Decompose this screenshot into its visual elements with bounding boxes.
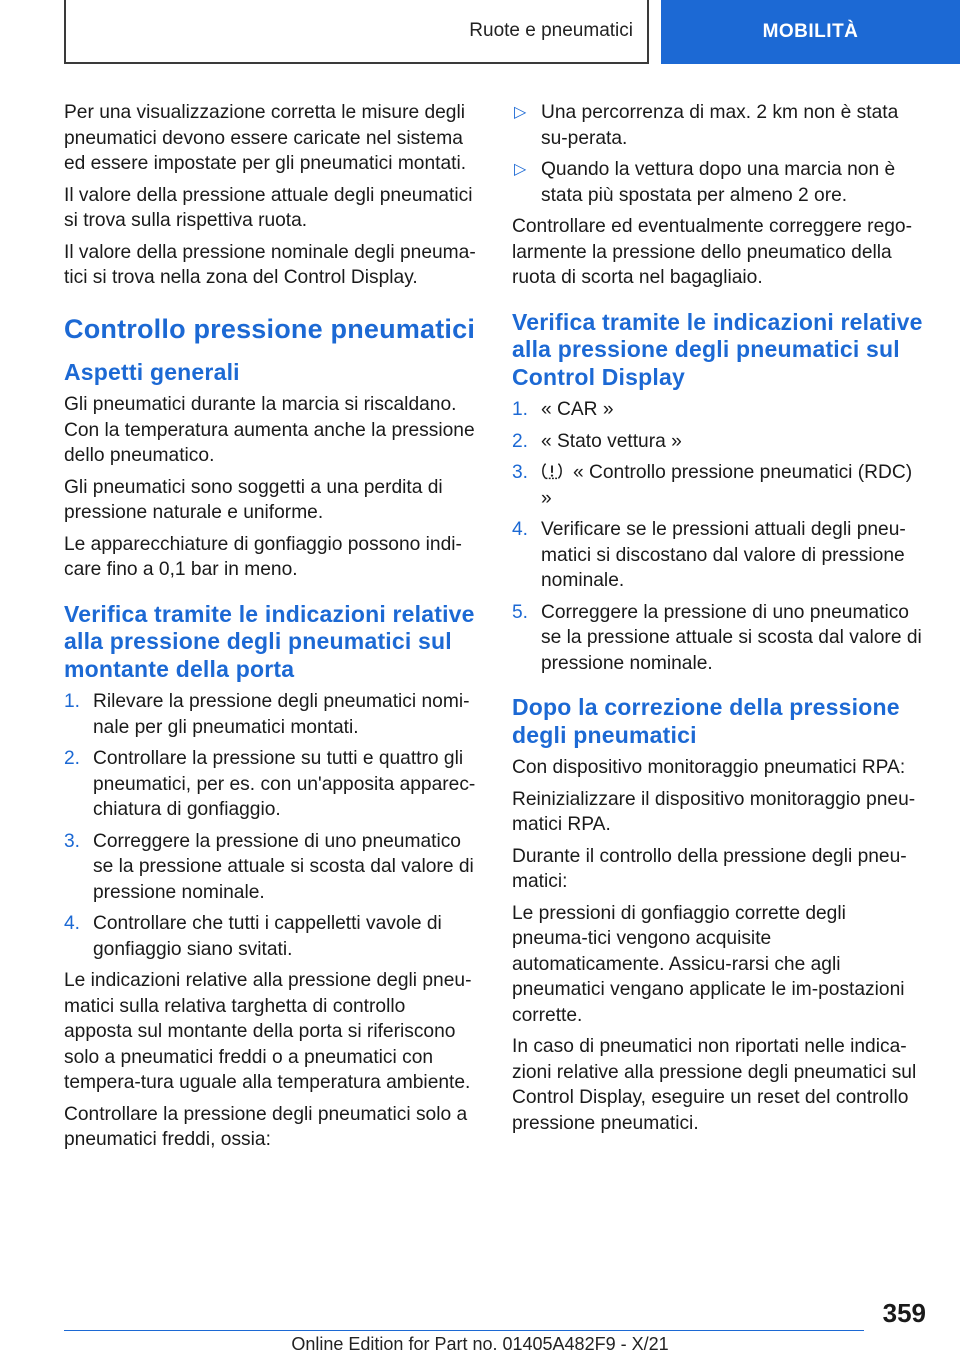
step-text: Correggere la pressione di uno pneumatico se la pressione attuale si scosta dal valore di pressione nominale.	[93, 830, 474, 903]
bullet-text: Quando la vettura dopo una marcia non è stata più spostata per almeno 2 ore.	[541, 159, 896, 206]
list-item	[512, 600, 925, 677]
step-number: 2.	[512, 430, 529, 452]
tire-pressure-warning-icon	[541, 461, 563, 481]
list-item	[512, 429, 925, 455]
list-item	[512, 100, 925, 151]
left-column	[64, 100, 477, 1159]
step-number: 4.	[512, 519, 529, 540]
step-text: « Stato vettura »	[541, 430, 682, 452]
subsection-heading: Verifica tramite le indicazioni relative alla pressione degli pneumatici sul montante della porta	[64, 600, 475, 682]
paragraph: Il valore della pressione nominale degli pneuma-tici si trova nella zona del Control Display.	[64, 241, 476, 288]
paragraph: Le pressioni di gonfiaggio corrette degli pneuma-tici vengono acquisite automaticamente. Assicu-rarsi che agli pneumatici vengano applicate le im-postazioni corrette.	[512, 902, 905, 1026]
subsection-heading: Aspetti generali	[64, 358, 240, 385]
list-item	[512, 397, 925, 423]
paragraph: Le indicazioni relative alla pressione degli pneu-matici sulla relativa targhetta di controllo apposta sul montante della porta si riferiscono solo a pneumatici freddi o a pneumatici con tempera-tura uguale alla temperatura ambiente.	[64, 970, 472, 1093]
page-number: 359	[882, 1298, 926, 1328]
step-number: 3.	[64, 830, 81, 852]
paragraph: Reinizializzare il dispositivo monitoraggio pneu-matici RPA.	[512, 788, 916, 835]
bullet-text: Una percorrenza di max. 2 km non è stata su-perata.	[541, 102, 899, 149]
footer-divider	[64, 1330, 864, 1331]
header-chapter-tab	[661, 0, 960, 64]
step-list	[64, 689, 477, 962]
paragraph: Con dispositivo monitoraggio pneumatici RPA:	[512, 757, 906, 778]
list-item	[64, 689, 477, 740]
paragraph: Il valore della pressione attuale degli pneumatici si trova sulla rispettiva ruota.	[64, 184, 473, 231]
list-item	[64, 911, 477, 962]
paragraph: Gli pneumatici durante la marcia si riscaldano. Con la temperatura aumenta anche la pressione dello pneumatico.	[64, 394, 475, 466]
step-text: « Controllo pressione pneumatici (RDC) »	[541, 462, 913, 509]
step-text: Controllare che tutti i cappelletti vavole di gonfiaggio siano svitati.	[93, 913, 442, 960]
section-heading: Controllo pressione pneumatici	[64, 313, 476, 344]
triangle-bullet-icon: ▷	[514, 104, 527, 121]
list-item	[512, 460, 925, 511]
subsection-heading: Verifica tramite le indicazioni relative alla pressione degli pneumatici sul Control Display	[512, 308, 923, 390]
step-text: Verificare se le pressioni attuali degli pneu-matici si discostano dal valore di pressione nominale.	[541, 519, 906, 591]
step-number: 1.	[64, 691, 81, 712]
list-item	[512, 157, 925, 208]
paragraph: Controllare la pressione degli pneumatici solo a pneumatici freddi, ossia:	[64, 1103, 468, 1150]
list-item	[512, 517, 925, 594]
paragraph: Le apparecchiature di gonfiaggio possono indi-care fino a 0,1 bar in meno.	[64, 533, 462, 580]
footer-edition-text: Online Edition for Part no. 01405A482F9 - X/21	[291, 1334, 669, 1354]
header-chapter-title: MOBILITÀ	[762, 21, 859, 42]
step-number: 4.	[64, 913, 81, 934]
bullet-list	[512, 100, 925, 208]
step-text: Controllare la pressione su tutti e quattro gli pneumatici, per es. con un'apposita apparec-chiatura di gonfiaggio.	[93, 748, 476, 820]
step-list	[512, 397, 925, 676]
list-item	[64, 829, 477, 906]
step-text: Correggere la pressione di uno pneumatico se la pressione attuale si scosta dal valore di pressione nominale.	[541, 601, 922, 674]
step-number: 3.	[512, 462, 529, 483]
step-text: « CAR »	[541, 399, 614, 420]
header-section-box	[64, 0, 649, 64]
step-number: 2.	[64, 748, 81, 769]
header-section-title: Ruote e pneumatici	[469, 20, 633, 41]
triangle-bullet-icon: ▷	[514, 161, 527, 178]
step-number: 5.	[512, 601, 529, 623]
paragraph: Durante il controllo della pressione degli pneu-matici:	[512, 845, 907, 892]
paragraph: Per una visualizzazione corretta le misure degli pneumatici devono essere caricate nel sistema ed essere impostate per gli pneumatici montati.	[64, 102, 467, 174]
list-item	[64, 746, 477, 823]
paragraph: Controllare ed eventualmente correggere rego-larmente la pressione dello pneumatico della ruota di scorta nel bagagliaio.	[512, 216, 912, 288]
paragraph: Gli pneumatici sono soggetti a una perdita di pressione naturale e uniforme.	[64, 476, 443, 523]
right-column	[512, 100, 925, 1142]
paragraph: In caso di pneumatici non riportati nelle indica-zioni relative alla pressione degli pneumatici sul Control Display, eseguire un reset del controllo pressione pneumatici.	[512, 1036, 917, 1134]
step-number: 1.	[512, 399, 529, 420]
step-text: Rilevare la pressione degli pneumatici nomi-nale per gli pneumatici montati.	[93, 691, 470, 738]
subsection-heading: Dopo la correzione della pressione degli pneumatici	[512, 694, 900, 748]
